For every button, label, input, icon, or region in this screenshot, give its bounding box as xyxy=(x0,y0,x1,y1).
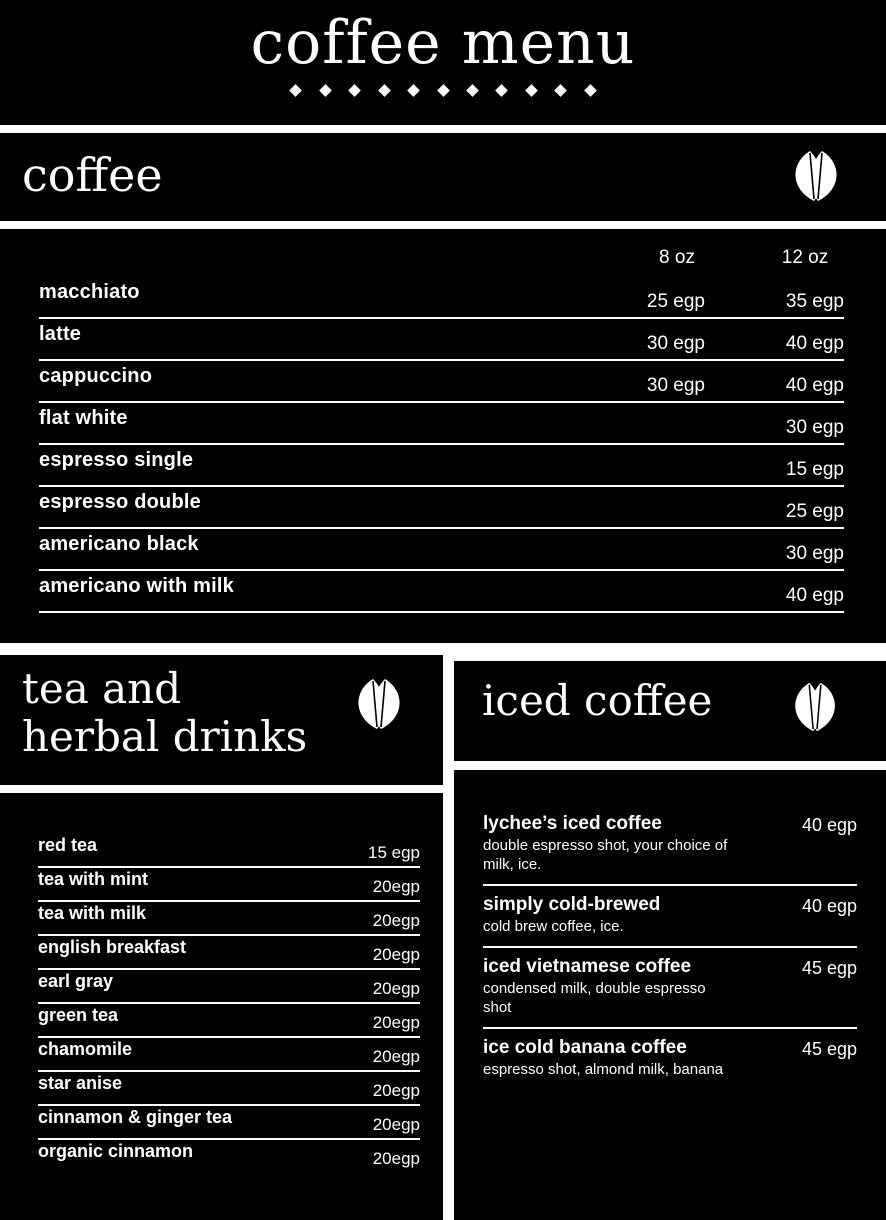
list-item xyxy=(483,1029,857,1089)
item-price: 20egp xyxy=(372,877,420,896)
tea-section-title xyxy=(22,665,307,761)
diamond-icon xyxy=(525,84,538,97)
table-row xyxy=(39,445,844,487)
coffee-size-headers xyxy=(0,247,886,273)
table-row xyxy=(39,277,844,319)
diamond-icon xyxy=(378,84,391,97)
list-item xyxy=(483,886,857,948)
item-price: 20egp xyxy=(372,1013,420,1032)
item-price: 20egp xyxy=(372,1047,420,1066)
leaf-icon xyxy=(784,681,850,735)
item-price: 45 egp xyxy=(801,958,857,978)
item-price: 40 egp xyxy=(801,815,857,835)
size-header-8oz: 8 oz xyxy=(659,247,695,268)
item-name: flat white xyxy=(39,407,128,429)
leaf-icon xyxy=(347,677,415,733)
item-name: cappuccino xyxy=(39,365,153,387)
list-item xyxy=(38,834,420,868)
diamond-icon xyxy=(289,84,302,97)
list-item xyxy=(38,868,420,902)
table-row xyxy=(39,487,844,529)
item-name: cinnamon & ginger tea xyxy=(38,1107,233,1127)
list-item xyxy=(38,1004,420,1038)
tea-title-line1: tea and xyxy=(22,664,182,713)
list-item xyxy=(38,970,420,1004)
item-price-8oz: 25 egp xyxy=(646,291,705,312)
diamond-divider xyxy=(0,82,886,100)
item-description: cold brew coffee, ice. xyxy=(483,918,624,935)
coffee-items xyxy=(39,277,844,613)
tea-list-panel xyxy=(0,793,443,1220)
item-price-12oz: 40 egp xyxy=(785,375,844,396)
item-name: iced vietnamese coffee xyxy=(483,956,692,977)
diamond-icon xyxy=(466,84,479,97)
size-header-12oz: 12 oz xyxy=(781,247,829,268)
coffee-list-panel xyxy=(0,229,886,643)
item-price-12oz: 30 egp xyxy=(785,543,844,564)
iced-coffee-list-panel xyxy=(454,770,886,1220)
iced-coffee-section-header xyxy=(454,661,886,761)
diamond-icon xyxy=(554,84,567,97)
diamond-icon xyxy=(348,84,361,97)
list-item xyxy=(38,902,420,936)
list-item xyxy=(38,1140,420,1172)
page-title: coffee menu xyxy=(250,8,636,78)
item-name: earl gray xyxy=(38,971,114,991)
tea-section-header xyxy=(0,655,443,785)
item-description: double espresso shot, your choice of milk, ice. xyxy=(483,837,728,873)
diamond-icon xyxy=(407,84,420,97)
item-price: 20egp xyxy=(372,1081,420,1100)
item-price-12oz: 25 egp xyxy=(785,501,844,522)
item-name: espresso double xyxy=(39,491,201,513)
item-description: condensed milk, double espresso shot xyxy=(483,980,706,1016)
item-name: english breakfast xyxy=(38,937,187,957)
table-row xyxy=(39,361,844,403)
header-banner xyxy=(0,0,886,125)
list-item xyxy=(38,936,420,970)
item-name: macchiato xyxy=(39,281,140,303)
table-row xyxy=(39,319,844,361)
tea-items xyxy=(38,834,420,1172)
item-name: chamomile xyxy=(38,1039,133,1059)
item-price: 20egp xyxy=(372,1149,420,1168)
diamond-icon xyxy=(319,84,332,97)
diamond-icon xyxy=(437,84,450,97)
list-item xyxy=(38,1038,420,1072)
item-name: tea with mint xyxy=(38,869,149,889)
item-price: 20egp xyxy=(372,979,420,998)
diamond-icon xyxy=(584,84,597,97)
item-name: organic cinnamon xyxy=(38,1141,194,1161)
item-name: star anise xyxy=(38,1073,123,1093)
list-item xyxy=(38,1072,420,1106)
tea-title-line2: herbal drinks xyxy=(22,712,308,761)
item-price: 20egp xyxy=(372,911,420,930)
item-name: green tea xyxy=(38,1005,119,1025)
list-item xyxy=(483,948,857,1029)
item-price-8oz: 30 egp xyxy=(646,375,705,396)
item-price-12oz: 30 egp xyxy=(785,417,844,438)
table-row xyxy=(39,403,844,445)
list-item xyxy=(483,805,857,886)
list-item xyxy=(38,1106,420,1140)
item-name: espresso single xyxy=(39,449,194,471)
item-name: tea with milk xyxy=(38,903,147,923)
iced-coffee-items xyxy=(483,805,857,1089)
item-price-8oz: 30 egp xyxy=(646,333,705,354)
item-price: 20egp xyxy=(372,945,420,964)
leaf-icon xyxy=(784,149,852,205)
item-name: lychee’s iced coffee xyxy=(483,813,662,834)
table-row xyxy=(39,529,844,571)
item-name: americano with milk xyxy=(39,575,234,597)
item-name: americano black xyxy=(39,533,199,555)
item-price: 40 egp xyxy=(801,896,857,916)
diamond-icon xyxy=(496,84,509,97)
item-price-12oz: 15 egp xyxy=(785,459,844,480)
item-price: 45 egp xyxy=(801,1039,857,1059)
iced-coffee-section-title: iced coffee xyxy=(482,676,713,725)
item-name: ice cold banana coffee xyxy=(483,1037,687,1058)
item-description: espresso shot, almond milk, banana xyxy=(483,1061,724,1078)
item-price: 20egp xyxy=(372,1115,420,1134)
item-price: 15 egp xyxy=(368,843,420,862)
table-row xyxy=(39,571,844,613)
coffee-section-title: coffee xyxy=(22,148,163,202)
coffee-section-header xyxy=(0,133,886,221)
item-name: red tea xyxy=(38,835,98,855)
item-name: simply cold-brewed xyxy=(483,894,661,915)
item-price-12oz: 40 egp xyxy=(785,333,844,354)
item-price-12oz: 40 egp xyxy=(785,585,844,606)
item-name: latte xyxy=(39,323,82,345)
item-price-12oz: 35 egp xyxy=(785,291,844,312)
